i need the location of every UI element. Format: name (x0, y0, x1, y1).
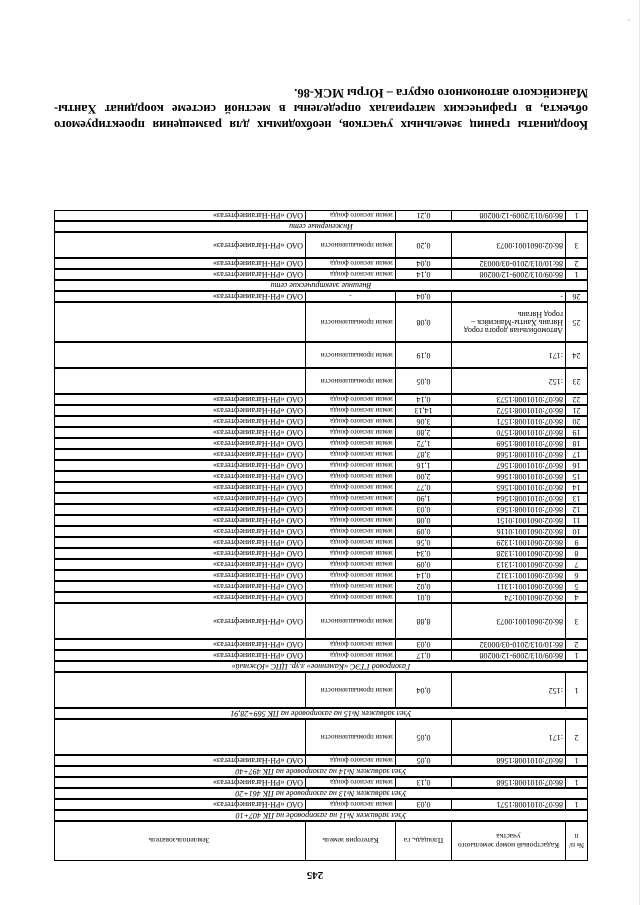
cell-category: земли промышленности (305, 720, 395, 754)
cell-cadastral: 86:02:0601001:0073 (451, 604, 565, 638)
cell-num: 1 (565, 211, 587, 220)
table-row (54, 570, 588, 581)
cell-category: земли лесного фонда (305, 549, 395, 558)
cell-user: ОАО «РН-Нагаинефтегаз» (212, 292, 303, 301)
cell-area: 1,90 (395, 494, 451, 503)
page-number: 245 (306, 869, 324, 881)
cell-num: 1 (565, 270, 587, 279)
cell-category: земли лесного фонда (305, 538, 395, 547)
cell-num: 24 (565, 343, 587, 367)
caption-line: размещения проектируемого объекта, в графических материалах (53, 102, 588, 132)
cell-user: ОАО «РН-Нагаинефтегаз» (212, 241, 303, 250)
cell-num: 12 (565, 505, 587, 514)
cell-area: 0,20 (395, 233, 451, 257)
table-row (54, 799, 588, 810)
section-title: Внешние электрические сети (54, 280, 588, 291)
cell-user: ОАО «РН-Нагаинефтегаз» (212, 505, 303, 514)
cell-area: 0,02 (395, 582, 451, 591)
cell-area: 14,13 (395, 406, 451, 415)
cell-category: земли промышленности (305, 604, 395, 638)
cell-cadastral: 86:07:0101008:1568 (451, 450, 565, 459)
cell-cadastral: 86:07:0101008:1571 (451, 800, 565, 809)
cell-category: земли лесного фонда (305, 259, 395, 268)
cell-num: 1 (565, 673, 587, 707)
cell-user: ОАО «РН-Нагаинефтегаз» (212, 549, 303, 558)
cell-category: земли лесного фонда (305, 428, 395, 437)
cell-cadastral: 86:09/013/2009-12/00208 (451, 651, 565, 660)
cell-category: земли лесного фонда (305, 417, 395, 426)
header-area: Площадь, га (395, 822, 451, 860)
cell-area: 0,08 (395, 303, 451, 341)
cell-area: 0,56 (395, 538, 451, 547)
cell-cadastral: 86:02:0601001:74 (451, 593, 565, 602)
cell-category: земли лесного фонда (305, 640, 395, 649)
section-title: Узел задвижек №13 на газопроводе на ПК 461+20 (54, 788, 588, 799)
cell-num: 6 (565, 571, 587, 580)
cell-area: 0,34 (395, 549, 451, 558)
cell-category: земли лесного фонда (305, 211, 395, 220)
cell-category: земли лесного фонда (305, 270, 395, 279)
cell-user: ОАО «РН-Нагаинефтегаз» (212, 527, 303, 536)
table-row (54, 394, 588, 405)
table-row (54, 504, 588, 515)
cell-user (54, 303, 305, 341)
cell-cadastral: 86:02:0601001:1312 (451, 571, 565, 580)
table-row (54, 537, 588, 548)
cell-area: 3,06 (395, 417, 451, 426)
cell-area: 0,04 (395, 673, 451, 707)
table-row (54, 368, 588, 394)
cell-num: 20 (565, 417, 587, 426)
cell-cadastral: 86:07:0101008:1568 (451, 778, 565, 787)
cell-user: ОАО «РН-Нагаинефтегаз» (212, 450, 303, 459)
cell-category: земли лесного фонда (305, 593, 395, 602)
cell-user (54, 720, 305, 754)
cell-area: 0,04 (395, 259, 451, 268)
table-row (54, 471, 588, 482)
cell-user: ОАО «РН-Нагаинефтегаз» (212, 395, 303, 404)
cell-category: земли лесного фонда (305, 483, 395, 492)
cell-area: 0,05 (395, 720, 451, 754)
cell-user: ОАО «РН-Нагаинефтегаз» (212, 483, 303, 492)
cell-area: 1,16 (395, 461, 451, 470)
cell-user: ОАО «РН-Нагаинефтегаз» (212, 211, 303, 220)
cell-cadastral: - (451, 292, 565, 301)
cell-category: земли промышленности (305, 369, 395, 393)
cell-cadastral: 86:02:0601001:1311 (451, 582, 565, 591)
cell-num: 8 (565, 549, 587, 558)
cell-cadastral: 86:09/013/2009-12/00208 (451, 211, 565, 220)
cell-cadastral: Автомобильная дорога город Нягань Ханты-Мансийск – город Нягань (451, 303, 565, 341)
cell-user (54, 369, 305, 393)
cell-category: - (305, 292, 395, 301)
cell-area: 0,05 (395, 369, 451, 393)
cell-area: 0,19 (395, 343, 451, 367)
table-row (54, 650, 588, 661)
cell-area: 0,03 (395, 800, 451, 809)
cell-area: 1,72 (395, 439, 451, 448)
cell-area: 0,14 (395, 571, 451, 580)
table-row (54, 449, 588, 460)
table-row (54, 559, 588, 570)
cell-user: ОАО «РН-Нагаинефтегаз» (212, 560, 303, 569)
cell-cadastral: 86:07:0101008:1567 (451, 461, 565, 470)
cell-area: 0,01 (395, 593, 451, 602)
cell-category: земли промышленности (305, 303, 395, 341)
cell-user: ОАО «РН-Нагаинефтегаз» (212, 756, 303, 765)
cell-area: 0,03 (395, 640, 451, 649)
cell-user: ОАО «РН-Нагаинефтегаз» (212, 259, 303, 268)
cell-category: земли лесного фонда (305, 406, 395, 415)
section-title: Инженерные сети (54, 221, 588, 232)
cell-category: земли лесного фонда (305, 800, 395, 809)
cell-num: 5 (565, 582, 587, 591)
cell-cadastral: :171 (451, 720, 565, 754)
cell-cadastral: 86:02:0601001:0116 (451, 527, 565, 536)
cell-category: земли лесного фонда (305, 651, 395, 660)
cell-user: ОАО «РН-Нагаинефтегаз» (212, 582, 303, 591)
cell-cadastral: 86:07:0101008:1568 (451, 756, 565, 765)
cell-user: ОАО «РН-Нагаинефтегаз» (212, 406, 303, 415)
cell-cadastral: 86:07:0101008:1571 (451, 417, 565, 426)
cell-category: земли лесного фонда (305, 505, 395, 514)
cell-category: земли лесного фонда (305, 756, 395, 765)
cell-user: ОАО «РН-Нагаинефтегаз» (212, 617, 303, 626)
cell-area: 0,13 (395, 778, 451, 787)
table-row (54, 482, 588, 493)
cell-cadastral: :152 (451, 369, 565, 393)
cell-num: 2 (565, 259, 587, 268)
cell-category: земли лесного фонда (305, 582, 395, 591)
cell-user (54, 343, 305, 367)
caption-line: определены в местной системе координат Ханты-Мансийского (53, 86, 588, 116)
cell-category: земли лесного фонда (305, 450, 395, 459)
cell-num: 21 (565, 406, 587, 415)
cell-num: 17 (565, 450, 587, 459)
cell-category: земли лесного фонда (305, 778, 395, 787)
cell-user: ОАО «РН-Нагаинефтегаз» (212, 270, 303, 279)
cell-category: земли лесного фонда (305, 516, 395, 525)
cell-num: 22 (565, 395, 587, 404)
table-row (54, 302, 588, 342)
cell-category: земли промышленности (305, 343, 395, 367)
cell-category: земли лесного фонда (305, 439, 395, 448)
cell-cadastral: 86:10/013/2010-03/00032 (451, 640, 565, 649)
cell-num: 15 (565, 472, 587, 481)
cell-num: 1 (565, 800, 587, 809)
cell-cadastral: :152 (451, 673, 565, 707)
table-row (54, 269, 588, 280)
table-row (54, 427, 588, 438)
table-row (54, 405, 588, 416)
table-row (54, 493, 588, 504)
table-row (54, 258, 588, 269)
header-num: № п/п (565, 822, 587, 860)
cell-user: ОАО «РН-Нагаинефтегаз» (212, 571, 303, 580)
cell-num: 3 (565, 604, 587, 638)
cell-user: ОАО «РН-Нагаинефтегаз» (212, 494, 303, 503)
cell-user: ОАО «РН-Нагаинефтегаз» (212, 439, 303, 448)
section-title: Узел задвижек №11 на газопроводе на ПК 407+10 (54, 810, 588, 821)
caption-line: Координаты границ земельных участков, необходимых для (229, 118, 588, 132)
table-row (54, 777, 588, 788)
cell-area: 0,09 (395, 527, 451, 536)
cell-area: 2,80 (395, 428, 451, 437)
cell-num: 1 (565, 651, 587, 660)
table-row (54, 639, 588, 650)
cell-num: 9 (565, 538, 587, 547)
cell-num: 1 (565, 756, 587, 765)
cell-area: 0,14 (395, 395, 451, 404)
header-category: Категория земель (305, 822, 395, 860)
cell-category: земли лесного фонда (305, 472, 395, 481)
cell-num: 1 (565, 778, 587, 787)
cell-user: ОАО «РН-Нагаинефтегаз» (212, 472, 303, 481)
cell-cadastral: 86:07:0101008:1572 (451, 406, 565, 415)
cell-cadastral: 86:02:0601001:1313 (451, 560, 565, 569)
table-row (54, 755, 588, 766)
cell-num: 19 (565, 428, 587, 437)
cell-area: 0,04 (395, 292, 451, 301)
cell-user: ОАО «РН-Нагаинефтегаз» (212, 778, 303, 787)
scan-mark: , (628, 18, 630, 27)
cell-num: 2 (565, 640, 587, 649)
cell-area: 8,88 (395, 604, 451, 638)
cell-category: земли лесного фонда (305, 571, 395, 580)
cell-category: земли лесного фонда (305, 527, 395, 536)
cell-category: земли промышленности (305, 233, 395, 257)
cell-cadastral: 86:09/013/2009-12/00208 (451, 270, 565, 279)
cell-cadastral: 86:07:0101008:1563 (451, 505, 565, 514)
cell-user: ОАО «РН-Нагаинефтегаз» (212, 800, 303, 809)
cell-user: ОАО «РН-Нагаинефтегаз» (212, 538, 303, 547)
cell-num: 25 (565, 303, 587, 341)
cell-user: ОАО «РН-Нагаинефтегаз» (212, 651, 303, 660)
cell-cadastral: 86:10/013/2010-03/00032 (451, 259, 565, 268)
cell-num: 26 (565, 292, 587, 301)
cell-user: ОАО «РН-Нагаинефтегаз» (212, 593, 303, 602)
cell-num: 16 (565, 461, 587, 470)
table-row (54, 232, 588, 258)
table-row (54, 416, 588, 427)
header-user: Землепользователь (148, 836, 210, 846)
table-row (54, 526, 588, 537)
cell-cadastral: 86:07:0101008:1566 (451, 472, 565, 481)
cell-num: 11 (565, 516, 587, 525)
cell-cadastral: 86:07:0101008:1570 (451, 428, 565, 437)
cell-area: 0,77 (395, 483, 451, 492)
cell-cadastral: 86:02:0601001:0073 (451, 233, 565, 257)
section-title: Узел задвижек №15 на газопроводе на ПК 569+28,91 (54, 708, 588, 719)
section-title: Узел задвижек №14 на газопроводе на ПК 497+40 (54, 766, 588, 777)
cell-cadastral: 86:07:0101008:1564 (451, 494, 565, 503)
cell-category: земли лесного фонда (305, 461, 395, 470)
cell-area: 0,21 (395, 211, 451, 220)
cell-user (54, 673, 305, 707)
cell-category: земли лесного фонда (305, 494, 395, 503)
table-row (54, 672, 588, 708)
table-row (54, 515, 588, 526)
table-row (54, 581, 588, 592)
cell-num: 3 (565, 233, 587, 257)
cell-area: 0,03 (395, 505, 451, 514)
header-cadastral: Кадастровый номер земельного участка (451, 822, 565, 860)
cell-cadastral: 86:02:0601001:1328 (451, 549, 565, 558)
cell-area: 0,08 (395, 516, 451, 525)
cell-num: 14 (565, 483, 587, 492)
table-header (54, 821, 588, 861)
cell-num: 13 (565, 494, 587, 503)
table-row (54, 210, 588, 221)
cell-num: 10 (565, 527, 587, 536)
cell-cadastral: :171 (451, 343, 565, 367)
table-row (54, 592, 588, 603)
section-title: Газопровод ГТЭС «Каменное» л.ур. ЦПС «Южный» (54, 661, 588, 672)
cell-cadastral: 86:07:0101008:1565 (451, 483, 565, 492)
cell-user: ОАО «РН-Нагаинефтегаз» (212, 417, 303, 426)
table-row (54, 291, 588, 302)
coordinates-caption (54, 85, 588, 133)
table-row (54, 548, 588, 559)
table-row (54, 342, 588, 368)
table-row (54, 603, 588, 639)
cell-user: ОАО «РН-Нагаинефтегаз» (212, 428, 303, 437)
cell-area: 0,17 (395, 651, 451, 660)
cell-cadastral: 86:07:0101008:1569 (451, 439, 565, 448)
table-row (54, 438, 588, 449)
cell-category: земли промышленности (305, 673, 395, 707)
cell-user: ОАО «РН-Нагаинефтегаз» (212, 516, 303, 525)
cell-category: земли лесного фонда (305, 560, 395, 569)
cell-category: земли лесного фонда (305, 395, 395, 404)
cell-user: ОАО «РН-Нагаинефтегаз» (212, 640, 303, 649)
table-row (54, 719, 588, 755)
cell-user: ОАО «РН-Нагаинефтегаз» (212, 461, 303, 470)
cell-cadastral: 86:07:0101008:1573 (451, 395, 565, 404)
cell-num: 2 (565, 720, 587, 754)
cell-num: 18 (565, 439, 587, 448)
caption-line: автономного округа – Югры МСК-86. (294, 86, 510, 100)
cell-cadastral: 86:02:0601001:0151 (451, 516, 565, 525)
cell-cadastral: 86:02:0601001:1329 (451, 538, 565, 547)
cell-area: 0,05 (395, 756, 451, 765)
cell-num: 23 (565, 369, 587, 393)
cell-area: 2,00 (395, 472, 451, 481)
cell-area: 0,09 (395, 560, 451, 569)
table-row (54, 460, 588, 471)
cell-area: 3,87 (395, 450, 451, 459)
cell-num: 4 (565, 593, 587, 602)
cell-area: 0,14 (395, 270, 451, 279)
cell-num: 7 (565, 560, 587, 569)
